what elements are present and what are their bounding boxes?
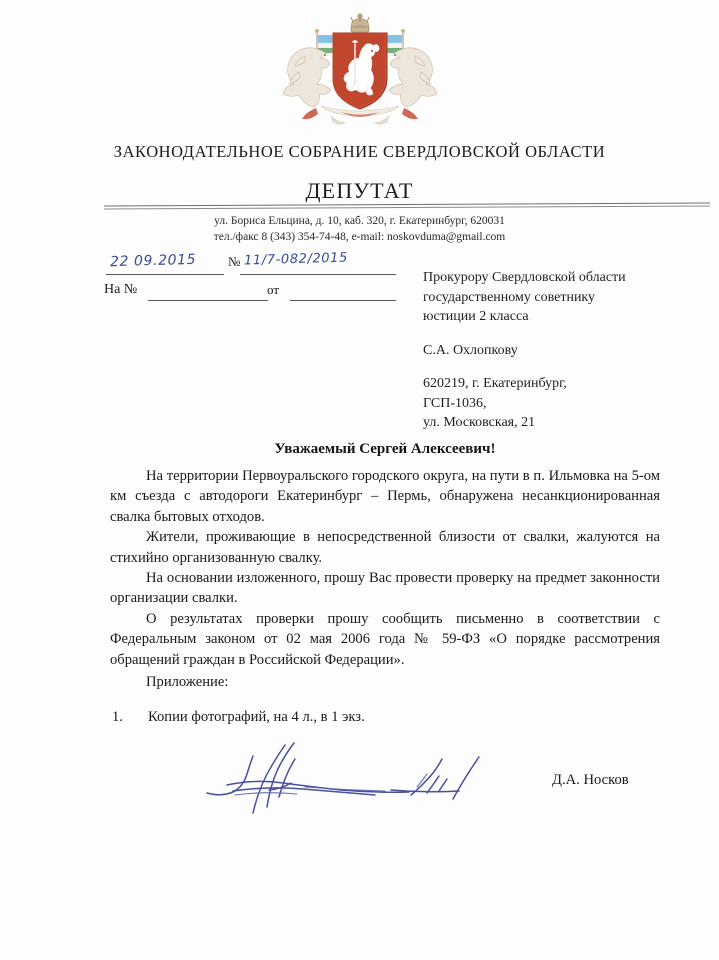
body-paragraph: Жители, проживающие в непосредственной близости от свалки, жалуются на стихийно организованную свалку. — [110, 529, 660, 566]
incoming-date-label: от — [267, 282, 280, 297]
addressee-line-3: юстиции 2 класса — [423, 309, 529, 324]
body-paragraph: На основании изложенного, прошу Вас провести проверку на предмет законности организации свалки. — [110, 570, 660, 607]
outgoing-date-handwritten: 22 09.2015 — [109, 251, 197, 271]
attachment-item-text: Копии фотографий, на 4 л., в 1 экз. — [148, 709, 365, 725]
addressee-line-2: государственному советнику — [423, 289, 596, 305]
attachment-item-number: 1. — [112, 709, 123, 725]
signature-mark — [205, 735, 575, 815]
addressee-spacer — [423, 327, 703, 341]
incoming-date-rule — [290, 300, 396, 301]
body-paragraph: О результатах проверки прошу сообщить письменно в соответствии с Федеральным законом от 02 мая 2006 года № 59-ФЗ «О порядке рассмотрения обращений граждан в Российской Федерации». — [110, 610, 660, 668]
attachment-title: Приложение: — [146, 674, 229, 690]
signer-name: Д.А. Носков — [552, 772, 629, 788]
body-text — [110, 466, 660, 670]
salutation: Уважаемый Сергей Алексеевич! — [274, 441, 496, 457]
coat-of-arms-icon — [269, 8, 451, 128]
addressee-line-1: Прокурору Свердловской области — [423, 270, 626, 285]
addressee-block — [423, 268, 703, 433]
organization-title: ЗАКОНОДАТЕЛЬНОЕ СОБРАНИЕ СВЕРДЛОВСКОЙ ОБЛАСТИ — [113, 142, 606, 161]
addressee-postal-line-3: ул. Московская, 21 — [423, 415, 536, 430]
addressee-postal-line-2: ГСП-1036, — [423, 395, 487, 411]
date-rule — [106, 274, 224, 275]
role-title: ДЕПУТАТ — [305, 178, 414, 203]
addressee-postal-line-1: 620219, г. Екатеринбург, — [423, 376, 567, 391]
addressee-name: С.А. Охлопкову — [423, 342, 518, 358]
reference-block — [104, 252, 434, 308]
outgoing-number-handwritten: 11/7-082/2015 — [243, 250, 349, 269]
number-rule — [240, 274, 396, 275]
contact-address: ул. Бориса Ельцина, д. 10, каб. 320, г. Екатеринбург, 620031 — [214, 215, 505, 227]
number-label: № — [228, 254, 241, 269]
body-paragraph: На территории Первоуральского городского округа, на пути в п. Ильмовка на 5-ом км съезда с автодороги Екатеринбург – Пермь, обнаружена несанкционированная свалка бытовых отходов. — [110, 468, 660, 525]
incoming-number-rule — [148, 300, 268, 301]
addressee-spacer-2 — [423, 360, 703, 374]
incoming-number-label: На № — [104, 282, 138, 297]
contact-phone-email: тел./факс 8 (343) 354-74-48, e-mail: noskovduma@gmail.com — [213, 231, 506, 243]
